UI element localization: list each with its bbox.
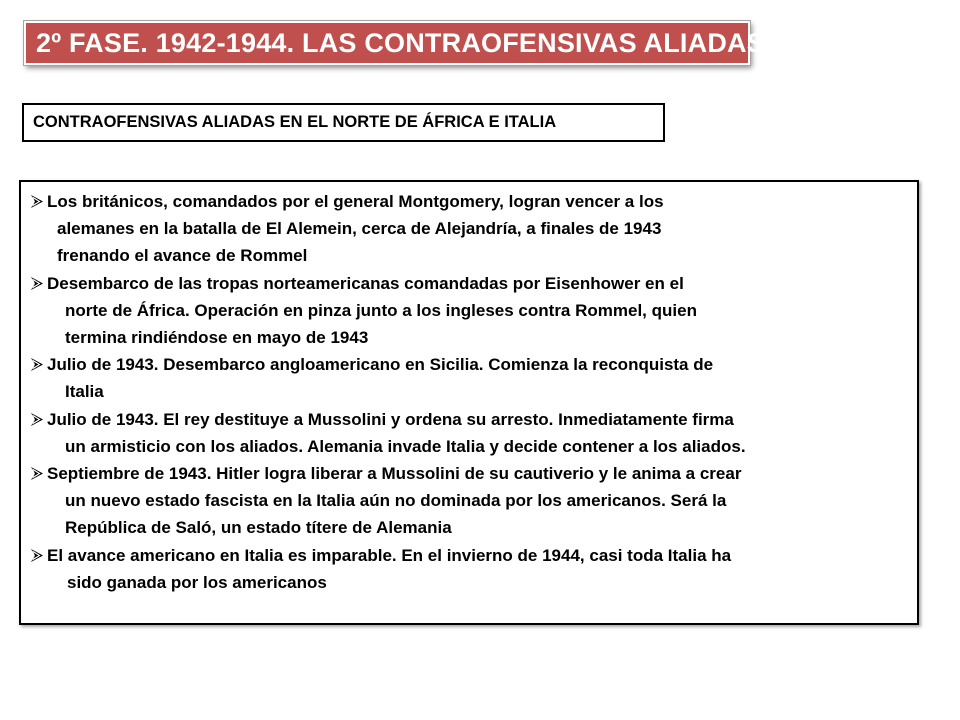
arrowhead-bullet-icon — [31, 406, 45, 433]
section-subtitle: CONTRAOFENSIVAS ALIADAS EN EL NORTE DE ÁFRICA E ITALIA — [33, 113, 557, 131]
bullet-list — [31, 188, 911, 596]
bullet-text-line: Desembarco de las tropas norteamericanas comandadas por Eisenhower en el — [47, 273, 684, 293]
title-banner — [24, 21, 765, 65]
bullet-text-line: un armisticio con los aliados. Alemania invade Italia y decide contener a los aliados. — [65, 436, 746, 456]
bullet-item — [31, 406, 911, 460]
bullet-item — [31, 460, 911, 542]
bullet-text-line: norte de África. Operación en pinza junto a los ingleses contra Rommel, quien — [65, 300, 697, 320]
bullet-text-line: alemanes en la batalla de El Alemein, cerca de Alejandría, a finales de 1943 — [57, 219, 662, 239]
section-subtitle-box — [22, 103, 665, 142]
bullet-text-line: sido ganada por los americanos — [67, 572, 327, 592]
bullet-text-line: Septiembre de 1943. Hitler logra liberar a Mussolini de su cautiverio y le anima a crear — [47, 464, 742, 484]
arrowhead-bullet-icon — [31, 351, 45, 378]
bullet-text-line: un nuevo estado fascista en la Italia aún no dominada por los americanos. Será la — [65, 491, 727, 511]
arrowhead-bullet-icon — [31, 542, 45, 569]
bullet-item — [31, 351, 911, 405]
bullet-text-line: Italia — [65, 382, 104, 402]
arrowhead-bullet-icon — [31, 270, 45, 297]
bullet-item — [31, 542, 911, 596]
bullet-text-line: Julio de 1943. Desembarco angloamericano en Sicilia. Comienza la reconquista de — [47, 355, 714, 375]
content-box — [19, 180, 919, 625]
page-title: 2º FASE. 1942-1944. LAS CONTRAOFENSIVAS ALIADAS — [36, 27, 765, 58]
bullet-item — [31, 188, 911, 270]
bullet-text-line: termina rindiéndose en mayo de 1943 — [65, 328, 369, 348]
bullet-text-line: Julio de 1943. El rey destituye a Mussolini y ordena su arresto. Inmediatamente firma — [47, 409, 734, 429]
bullet-item — [31, 270, 911, 352]
bullet-text-line: Los británicos, comandados por el general Montgomery, logran vencer a los — [47, 192, 664, 211]
arrowhead-bullet-icon — [31, 460, 45, 487]
bullet-text-line: frenando el avance de Rommel — [57, 246, 308, 266]
bullet-text-line: República de Saló, un estado títere de Alemania — [65, 518, 452, 538]
arrowhead-bullet-icon — [31, 188, 45, 215]
bullet-text-line: El avance americano en Italia es imparable. En el invierno de 1944, casi toda Italia ha — [47, 545, 732, 565]
